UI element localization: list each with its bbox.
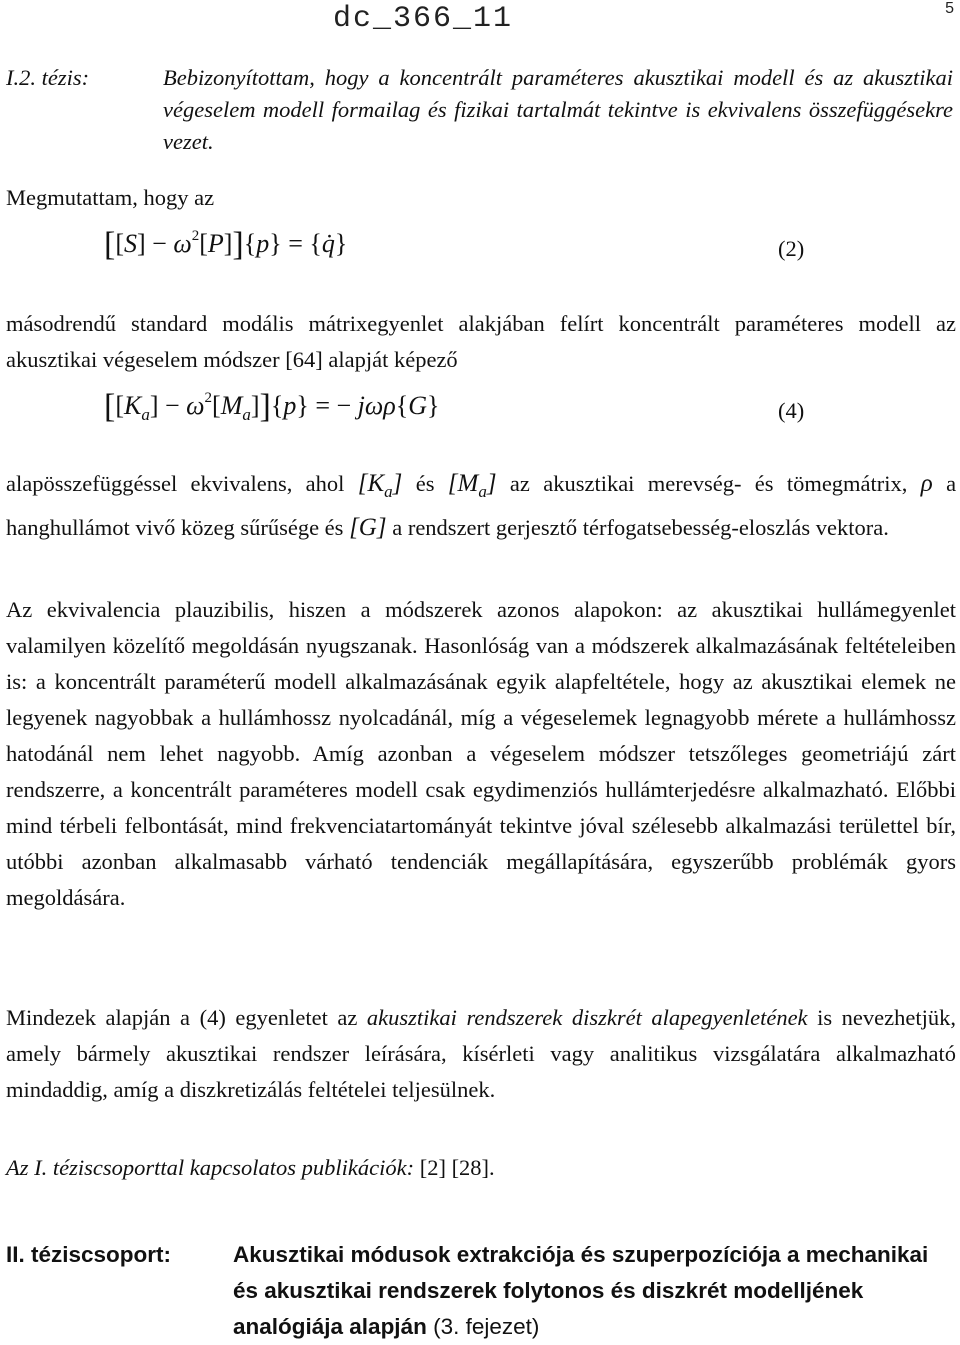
equation-2-number: (2)	[778, 236, 805, 261]
paragraph-after-eq2: másodrendű standard modális mátrixegyenlet alakjában felírt koncentrált paraméteres modell az akusztikai végeselem módszer [64] alapját képező	[6, 311, 956, 372]
equation-2: $[[S] - \omega^2[P]]\{p\}$ = {q̇}	[104, 226, 348, 263]
publications-line: Az I. téziscsoporttal kapcsolatos publikációk: [2] [28].	[6, 1155, 495, 1180]
emphasis-term: akusztikai rendszerek diszkrét alapegyenletének	[366, 1005, 808, 1030]
paragraph-after-eq4: alapösszefüggéssel ekvivalens, ahol $[K_a]$ és $[M_a]$ az akusztikai merevség- és tömegmátrix, ρ a hanghullámot vivő közeg sűrűsége és [G] a rendszert gerjesztő térfogatsebesség-eloszlás vektora.	[6, 470, 957, 541]
thesis-group-title: Akusztikai módusok extrakciója és szuperpozíciója a mechanikai és akusztikai rendszerek folytonos és diszkrét modelljének analógiája alapján (3. fejezet)	[233, 1242, 929, 1339]
thesis-group-label: II. téziscsoport:	[6, 1242, 172, 1267]
intro-text: Megmutattam, hogy az	[6, 185, 215, 210]
document-id: dc_366_11	[333, 2, 514, 36]
thesis-statement: Bebizonyítottam, hogy a koncentrált paraméteres akusztikai modell és az akusztikai végeselem modell formailag és fizikai tartalmát tekintve is ekvivalens összefüggésekre vezet.	[163, 65, 953, 154]
equation-4: $[[K_a] - \omega^2[M_a]]\{p\}$ = − jωρ{G}	[104, 388, 440, 425]
paragraph-summary: Mindezek alapján a (4) egyenletet az akusztikai rendszerek diszkrét alapegyenletének is nevezhetjük, amely bármely akusztikai rendszer leírására, kísérleti vagy analitikus vizsgálatára alkalmazható mindaddig, amíg a diszkretizálás feltételei teljesülnek.	[6, 1005, 956, 1102]
paragraph-equivalence: Az ekvivalencia plauzibilis, hiszen a módszerek azonos alapokon: az akusztikai hullámegyenlet valamilyen közelítő megoldásán nyugszanak. Hasonlóság van a módszerek alkalmazásának feltételeiben is: a koncentrált paraméterű modell alkalmazásának egyik alapfeltétele, hogy az akusztikai elemek ne legyenek nagyobbak a hullámhossz nyolcadánál, míg a végeselemek legnagyobb mérete a hullámhossz hatodánál nem lehet nagyobb. Amíg azonban a végeselem módszer tetszőleges geometriájú zárt rendszerre, a koncentrált paraméteres modell csak egydimenziós hullámterjedésre alkalmazható. Előbbi mind térbeli felbontását, mind frekvenciatartományát tekintve jóval szélesebb alkalmazási területtel bír, utóbbi azonban alkalmasabb várható tendenciák megállapítására, egyszerűbb problémák gyors megoldására.	[6, 597, 956, 910]
thesis-label: I.2. tézis:	[6, 65, 90, 90]
equation-4-number: (4)	[778, 398, 805, 423]
page-number: 5	[945, 0, 954, 17]
